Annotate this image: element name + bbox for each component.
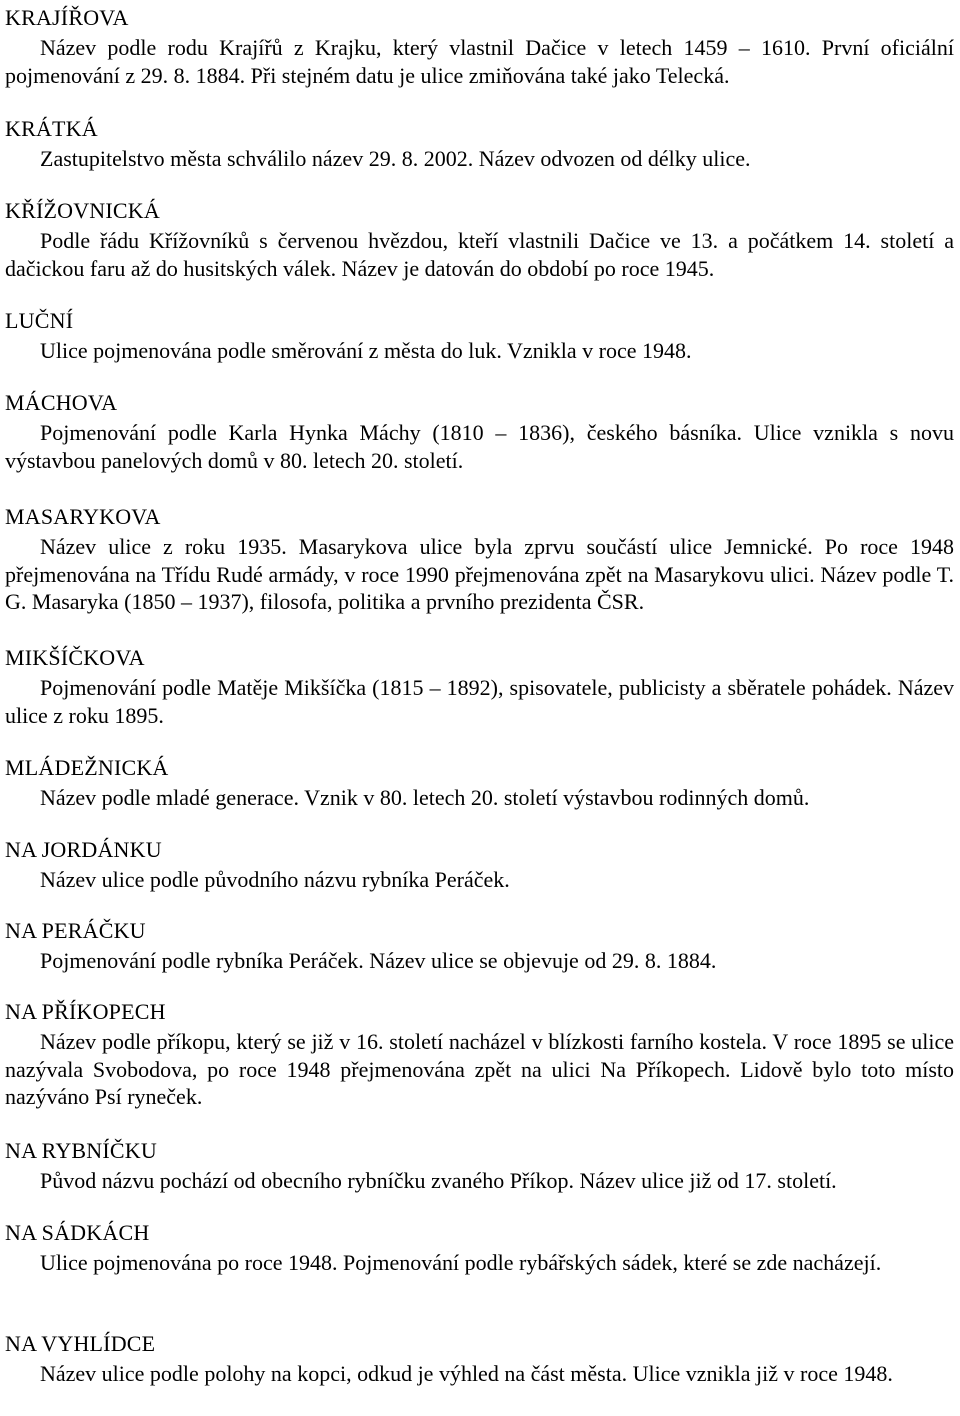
street-description: Název podle příkopu, který se již v 16. století nacházel v blízkosti farního kostela. V roce 1895 se ulice nazývala Svobodova, po roce 1948 přejmenována zpět na ulici Na Příkopech. Lidově bylo toto místo nazýváno Psí ryneček. — [5, 1029, 954, 1109]
street-entry-machova — [0, 390, 960, 474]
street-name-heading: MLÁDEŽNICKÁ — [5, 755, 169, 780]
street-entry-lucni — [0, 308, 960, 365]
street-name-heading: MIKŠÍČKOVA — [5, 645, 145, 670]
street-name-heading: MASARYKOVA — [5, 504, 161, 529]
street-description: Pojmenování podle Matěje Mikšíčka (1815 – 1892), spisovatele, publicisty a sběratele pohádek. Název ulice z roku 1895. — [5, 675, 954, 728]
street-description: Název ulice podle polohy na kopci, odkud je výhled na část města. Ulice vznikla již v roce 1948. — [40, 1361, 893, 1386]
street-name-heading: NA JORDÁNKU — [5, 837, 162, 862]
street-description: Název podle mladé generace. Vznik v 80. letech 20. století výstavbou rodinných domů. — [40, 785, 810, 810]
street-name-heading: NA VYHLÍDCE — [5, 1331, 156, 1356]
street-entry-na-peracku — [0, 918, 960, 975]
street-description: Název podle rodu Krajířů z Krajku, který vlastnil Dačice v letech 1459 – 1610. První oficiální pojmenování z 29. 8. 1884. Při stejném datu je ulice zmiňována také jako Telecká. — [5, 35, 954, 88]
street-name-heading: MÁCHOVA — [5, 390, 118, 415]
street-entry-na-jordanku — [0, 837, 960, 894]
street-entry-krajirova — [0, 5, 960, 89]
street-name-heading: KRÁTKÁ — [5, 116, 98, 141]
street-entry-na-rybnicku — [0, 1138, 960, 1195]
street-name-heading: NA PŘÍKOPECH — [5, 999, 166, 1024]
street-name-heading: NA SÁDKÁCH — [5, 1220, 150, 1245]
street-description: Pojmenování podle rybníka Peráček. Název ulice se objevuje od 29. 8. 1884. — [40, 948, 717, 973]
street-description: Ulice pojmenována po roce 1948. Pojmenování podle rybářských sádek, které se zde nacházejí. — [40, 1250, 882, 1275]
street-name-heading: KRAJÍŘOVA — [5, 5, 129, 30]
street-entry-krizovnicka — [0, 198, 960, 282]
street-entry-na-prikopech — [0, 999, 960, 1111]
street-name-heading: LUČNÍ — [5, 308, 74, 333]
street-description: Podle řádu Křížovníků s červenou hvězdou, kteří vlastnili Dačice ve 13. a počátkem 14. století a dačickou faru až do husitských válek. Název je datován do období po roce 1945. — [5, 228, 954, 281]
street-entry-kratka — [0, 116, 960, 173]
street-entry-masarykova — [0, 504, 960, 616]
street-entry-na-sadkach — [0, 1220, 960, 1277]
street-name-heading: KŘÍŽOVNICKÁ — [5, 198, 160, 223]
street-description: Název ulice podle původního názvu rybníka Peráček. — [40, 867, 510, 892]
street-description: Původ názvu pochází od obecního rybníčku zvaného Příkop. Název ulice již od 17. století. — [40, 1168, 837, 1193]
street-description: Název ulice z roku 1935. Masarykova ulice byla zprvu součástí ulice Jemnické. Po roce 1948 přejmenována na Třídu Rudé armády, v roce 1990 přejmenována zpět na Masarykovu ulici. Název podle T. G. Masaryka (1850 – 1937), filosofa, politika a prvního prezidenta ČSR. — [5, 534, 954, 614]
street-entry-mladeznicka — [0, 755, 960, 812]
street-description: Ulice pojmenována podle směrování z města do luk. Vznikla v roce 1948. — [40, 338, 692, 363]
street-name-heading: NA RYBNÍČKU — [5, 1138, 157, 1163]
street-entry-na-vyhlidce — [0, 1331, 960, 1388]
street-entry-miksickova — [0, 645, 960, 729]
street-name-heading: NA PERÁČKU — [5, 918, 146, 943]
street-description: Zastupitelstvo města schválilo název 29. 8. 2002. Název odvozen od délky ulice. — [40, 146, 751, 171]
street-description: Pojmenování podle Karla Hynka Máchy (1810 – 1836), českého básníka. Ulice vznikla s novu výstavbou panelových domů v 80. letech 20. století. — [5, 420, 954, 473]
